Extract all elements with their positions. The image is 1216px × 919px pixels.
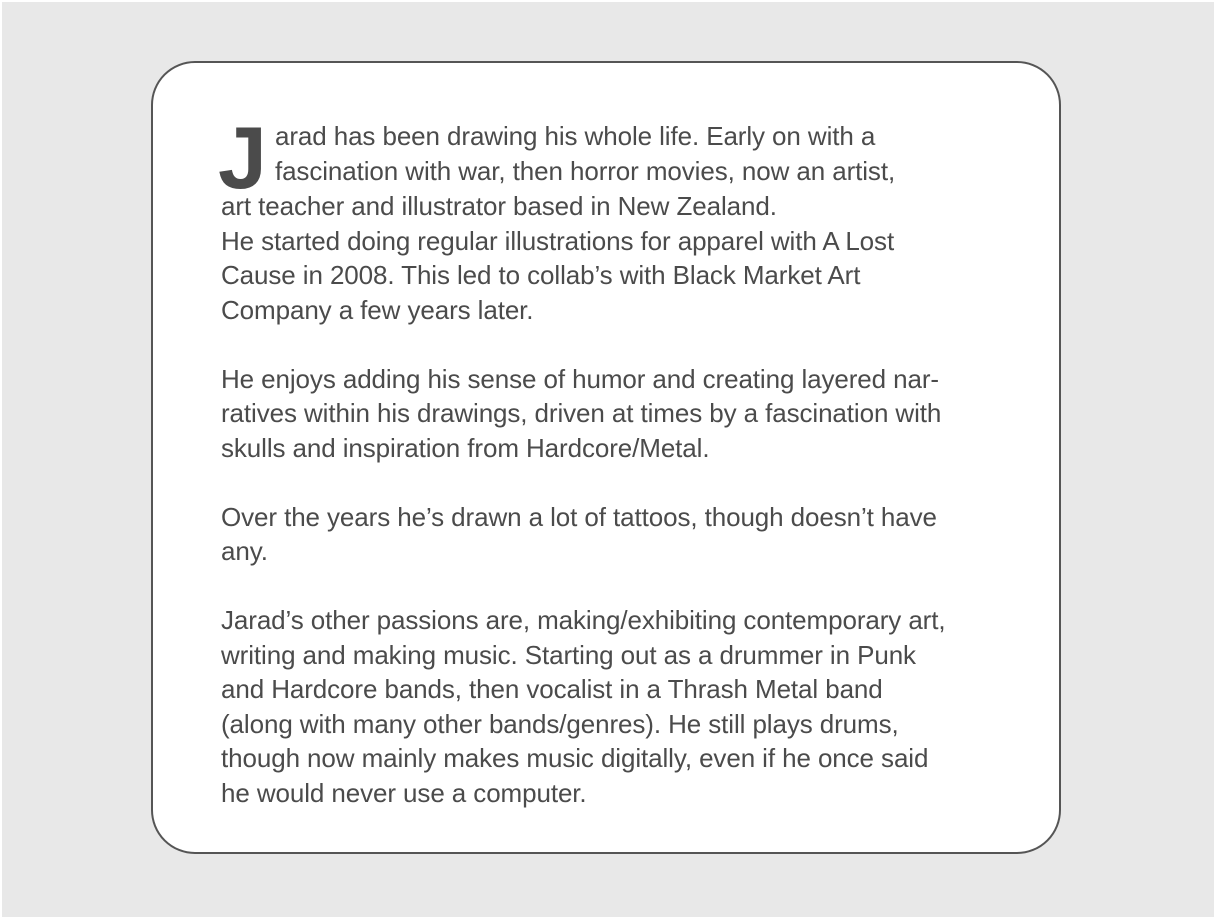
bio-paragraph-humor (221, 362, 1041, 466)
bio-paragraph-tattoos (221, 500, 1041, 569)
drop-cap: J (218, 108, 267, 207)
bio-line: (along with many other bands/genres). He still plays drums, (221, 708, 899, 739)
bio-line: Over the years he’s drawn a lot of tattoos, though doesn’t have (221, 501, 937, 532)
bio-line: though now mainly makes music digitally, even if he once said (221, 743, 929, 773)
bio-line: writing and making music. Starting out as a drummer in Punk (221, 639, 916, 670)
bio-line: art teacher and illustrator based in New Zealand. (221, 191, 777, 221)
bio-text (218, 108, 1041, 810)
bio-line: fascination with war, then horror movies, now an artist, (274, 155, 896, 186)
bio-line: Cause in 2008. This led to collab’s with Black Market Art (221, 260, 861, 290)
bio-line: arad has been drawing his whole life. Early on with a (274, 121, 876, 151)
bio-line: he would never use a computer. (221, 777, 587, 808)
bio-line: and Hardcore bands, then vocalist in a Thrash Metal band (221, 674, 883, 704)
bio-line: skulls and inspiration from Hardcore/Metal. (221, 432, 710, 463)
bio-line: ratives within his drawings, driven at times by a fascination with (221, 398, 942, 428)
bio-paragraph-intro (218, 108, 1041, 327)
bio-card (151, 61, 1061, 854)
bio-line: any. (221, 536, 268, 566)
bio-line: Jarad’s other passions are, making/exhibiting contemporary art, (221, 605, 946, 635)
bio-line: He started doing regular illustrations for apparel with A Lost (221, 225, 895, 256)
bio-line: He enjoys adding his sense of humor and creating layered nar- (221, 363, 939, 394)
bio-paragraph-passions (221, 603, 1041, 810)
bio-line: Company a few years later. (221, 294, 534, 325)
